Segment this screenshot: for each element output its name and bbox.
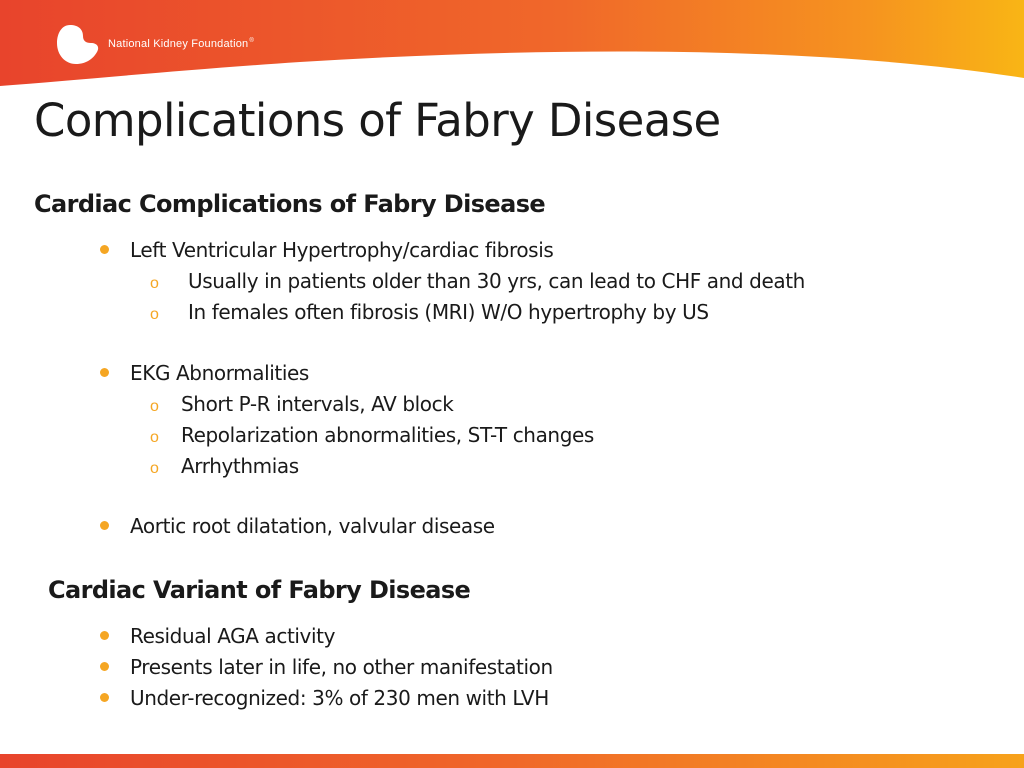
sub-bullet-circle: o [150,429,159,446]
list-item: Under-recognized: 3% of 230 men with LVH [130,686,549,710]
section-heading-cardiac-variant: Cardiac Variant of Fabry Disease [48,576,471,604]
bullet-dot [100,693,109,702]
list-item: Aortic root dilatation, valvular disease [130,514,495,538]
bullet-dot [100,521,109,530]
sub-list-item: Arrhythmias [181,454,299,478]
footer-band [0,754,1024,768]
list-item: Left Ventricular Hypertrophy/cardiac fibrosis [130,238,554,262]
bullet-dot [100,631,109,640]
bullet-dot [100,245,109,254]
sub-list-item: In females often fibrosis (MRI) W/O hypertrophy by US [188,300,709,324]
list-item: Presents later in life, no other manifestation [130,655,553,679]
section-heading-cardiac-complications: Cardiac Complications of Fabry Disease [34,190,546,218]
list-item: Residual AGA activity [130,624,336,648]
sub-bullet-circle: o [150,306,159,323]
bullet-dot [100,662,109,671]
sub-list-item: Usually in patients older than 30 yrs, can lead to CHF and death [188,269,805,293]
bullet-dot [100,368,109,377]
kidney-icon [56,22,100,66]
brand-logo [56,20,254,68]
logo-text: National Kidney Foundation® [108,38,254,50]
slide-title: Complications of Fabry Disease [34,94,721,147]
sub-bullet-circle: o [150,398,159,415]
sub-list-item: Short P-R intervals, AV block [181,392,454,416]
sub-bullet-circle: o [150,275,159,292]
sub-bullet-circle: o [150,460,159,477]
sub-list-item: Repolarization abnormalities, ST-T changes [181,423,594,447]
list-item: EKG Abnormalities [130,361,309,385]
